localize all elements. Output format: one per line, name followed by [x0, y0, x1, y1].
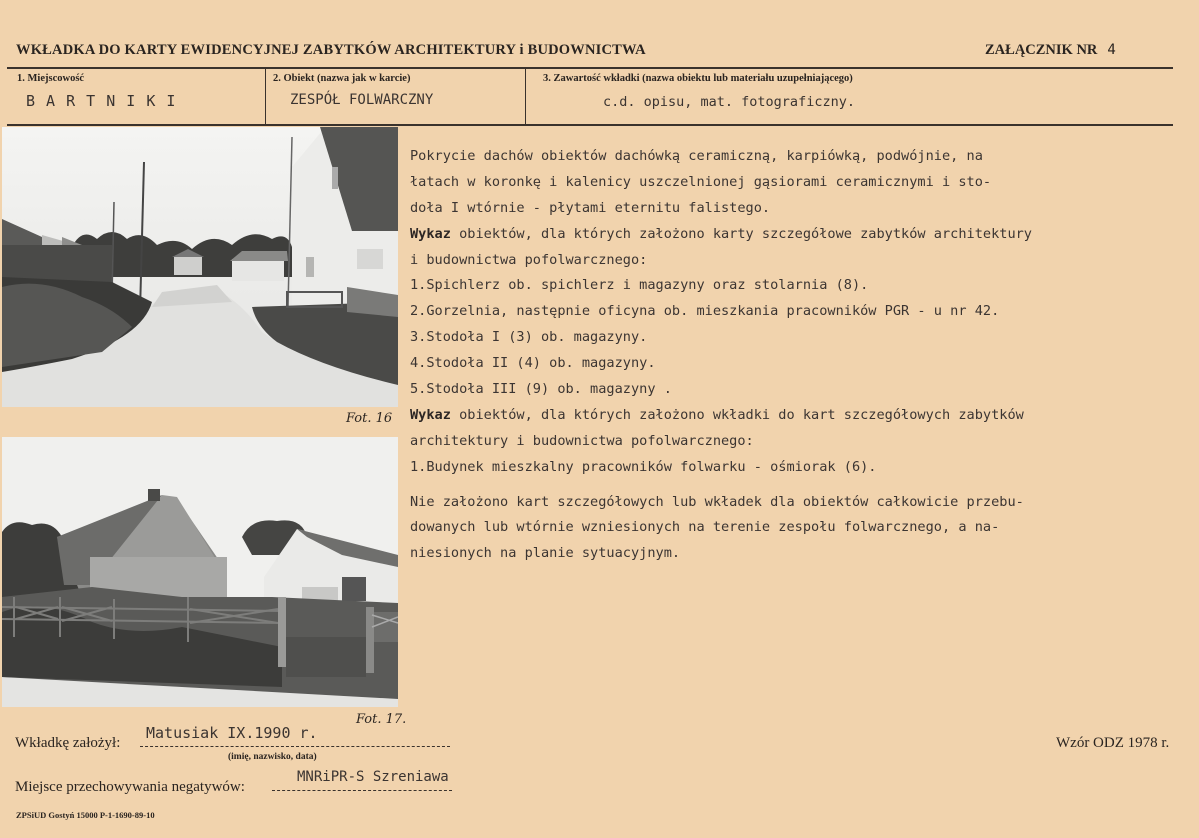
founded-label: Wkładkę założył: [15, 735, 121, 751]
list-item: 5.Stodoła III (9) ob. magazyny . [410, 381, 672, 398]
wykaz-cards-line-2: i budownictwa pofolwarcznego: [410, 251, 648, 268]
photo-17 [2, 437, 398, 707]
annex-label [985, 42, 1116, 59]
paragraph-note-line-2: dowanych lub wtórnie wzniesionych na terenie zespołu folwarcznego, a na- [410, 519, 1000, 536]
wykaz-cards-heading [410, 222, 1190, 248]
negatives-label: Miejsce przechowywania negatywów: [15, 779, 245, 795]
photo-17-caption: Fot. 17. [356, 712, 407, 727]
paragraph-note-line-1: Nie założono kart szczegółowych lub wkładek dla obiektów całkowicie przebu- [410, 493, 1024, 510]
founded-value: Matusiak IX.1990 r. [146, 724, 318, 742]
photo-16 [2, 127, 398, 407]
farm-road-photo [2, 127, 398, 407]
list-item: 4.Stodoła II (4) ob. magazyny. [410, 355, 656, 372]
printer-note: ZPSiUD Gostyń 15000 P-1-1690-89-10 [16, 810, 155, 820]
photo-16-caption: Fot. 16 [346, 411, 393, 426]
wykaz-cards-bold: Wykaz [410, 225, 451, 242]
paragraph-roofing-line-2: łatach w koronkę i kalenicy uszczelnionej gąsiorami ceramicznymi i sto- [410, 173, 992, 190]
wykaz-inserts-line-2: architektury i budownictwa pofolwarcznego: [410, 432, 754, 449]
founded-underline [140, 746, 450, 747]
negatives-value: MNRiPR-S Szreniawa [297, 769, 449, 785]
model-label: Wzór ODZ 1978 r. [1056, 735, 1170, 751]
document-title: WKŁADKA DO KARTY EWIDENCYJNEJ ZABYTKÓW ARCHITEKTURY i BUDOWNICTWA [16, 42, 646, 58]
farm-house-photo [2, 437, 398, 707]
negatives-underline [272, 790, 452, 791]
list-item: 2.Gorzelnia, następnie oficyna ob. mieszkania pracowników PGR - u nr 42. [410, 303, 1000, 320]
annex-label-text: ZAŁĄCZNIK NR [985, 42, 1098, 58]
wykaz-cards-rest: obiektów, dla których założono karty szczegółowe zabytków architektury [450, 225, 1032, 242]
paragraph-note-line-3: niesionych na planie sytuacyjnym. [410, 545, 681, 562]
annex-number: 4 [1107, 42, 1116, 58]
founded-hint: (imię, nazwisko, data) [228, 752, 317, 762]
field-divider-1 [265, 69, 266, 124]
wykaz-inserts-rest: obiektów, dla których założono wkładki do kart szczegółowych zabytków [450, 406, 1024, 423]
locality-value: B A R T N I K I [26, 92, 177, 110]
list-item: 3.Stodoła I (3) ob. magazyny. [410, 329, 648, 346]
list-item: 1.Spichlerz ob. spichlerz i magazyny oraz stolarnia (8). [410, 277, 869, 294]
content-label: 3. Zawartość wkładki (nazwa obiektu lub materiału uzupełniającego) [543, 73, 853, 84]
list-item: 1.Budynek mieszkalny pracowników folwarku - ośmiorak (6). [410, 458, 877, 475]
header-rule [7, 67, 1173, 69]
content-value: c.d. opisu, mat. fotograficzny. [603, 94, 855, 110]
description-text [410, 144, 1190, 567]
object-label: 2. Obiekt (nazwa jak w karcie) [273, 73, 411, 84]
wykaz-inserts-heading [410, 403, 1190, 429]
locality-label: 1. Miejscowość [17, 73, 85, 84]
paragraph-roofing-line-1: Pokrycie dachów obiektów dachówką ceramiczną, karpiówką, podwójnie, na [410, 148, 983, 164]
field-divider-2 [525, 69, 526, 124]
fields-rule [7, 124, 1173, 126]
paragraph-roofing-line-3: doła I wtórnie - płytami eternitu falistego. [410, 199, 771, 216]
wykaz-inserts-bold: Wykaz [410, 406, 451, 423]
object-value: ZESPÓŁ FOLWARCZNY [290, 92, 434, 108]
